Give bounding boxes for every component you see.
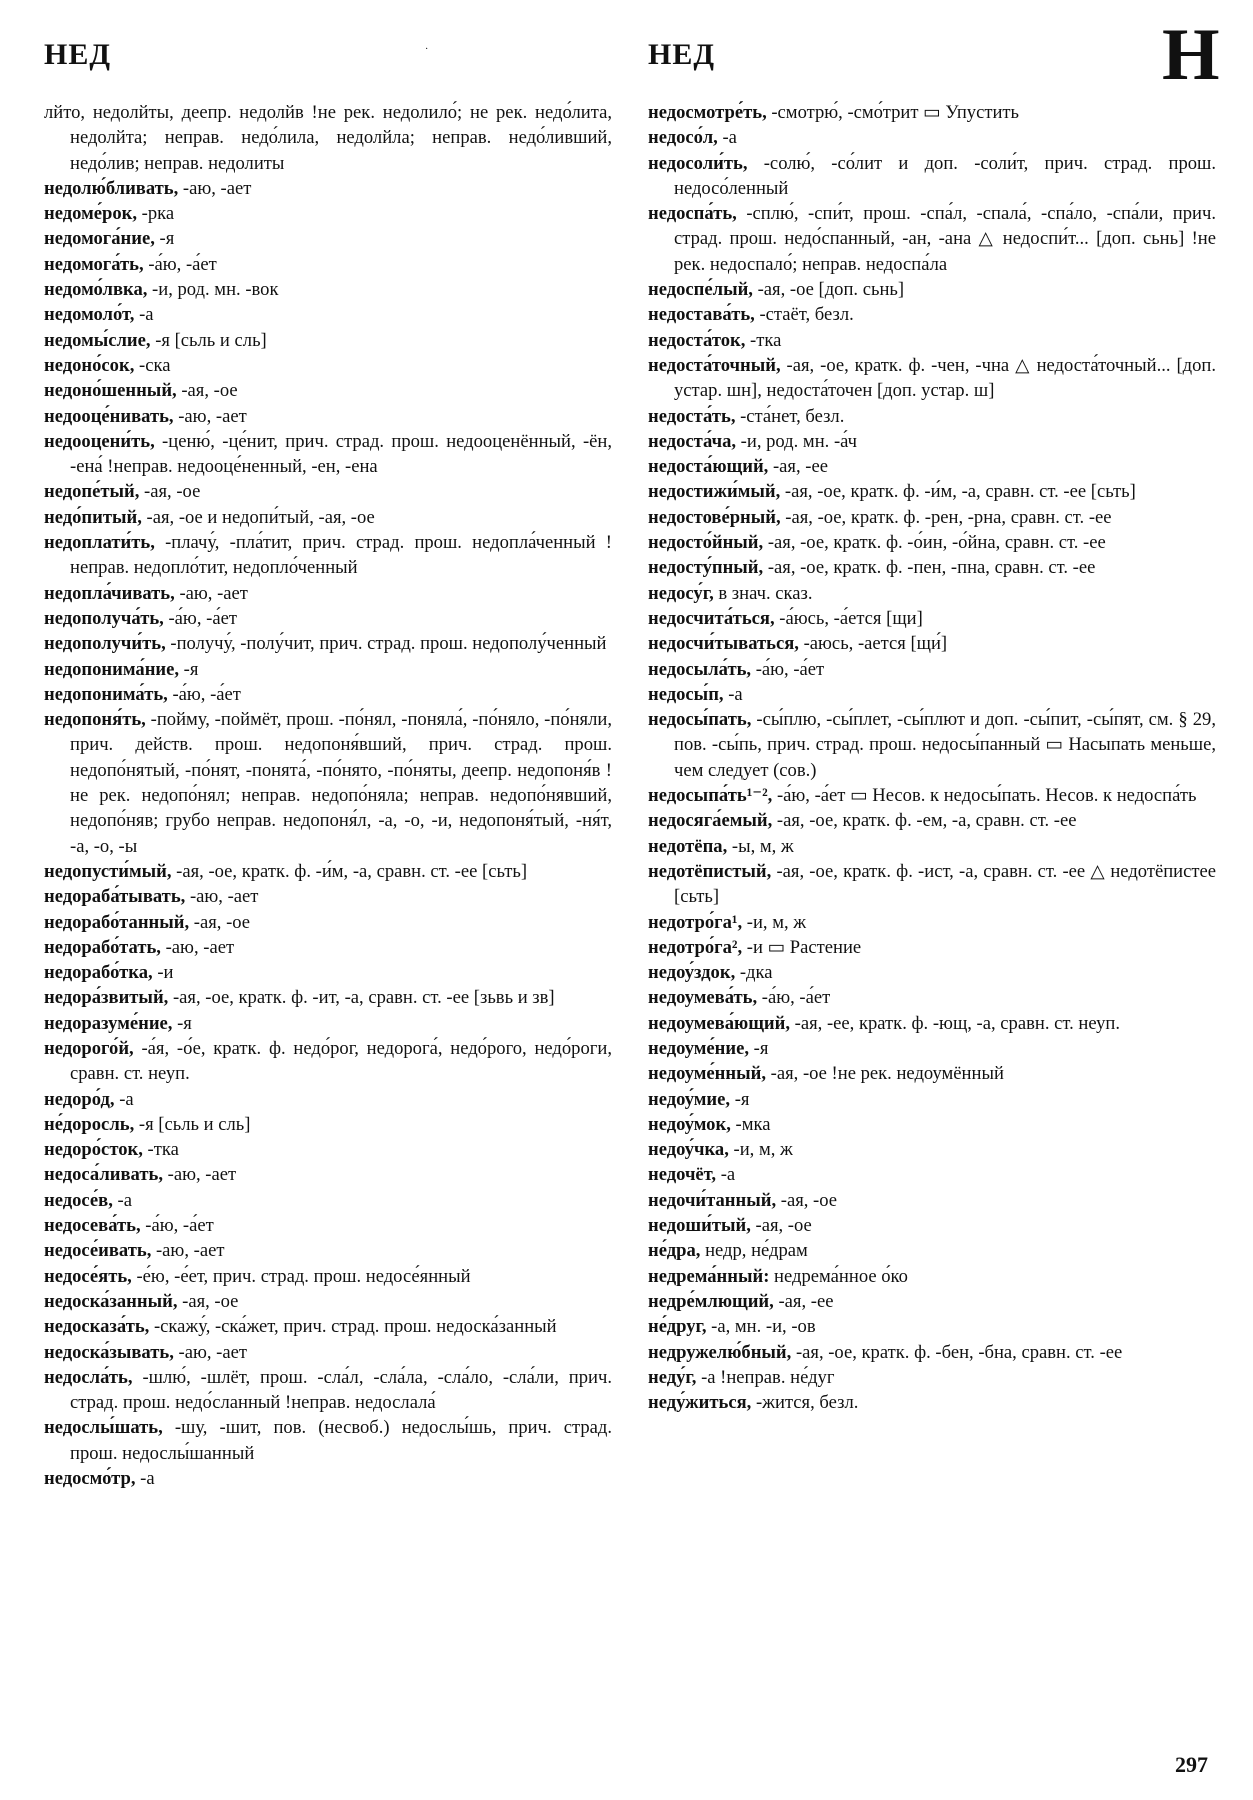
entry-forms: -а [135,1468,155,1490]
dictionary-entry [648,1061,1216,1086]
dictionary-entry [44,201,612,226]
entry-forms: -ая, -ое, кратк. ф. -чен, -чна △ недоста́точный... [доп. устар. шн], недоста́точен [доп. устар. ш] [674,354,1216,402]
dictionary-entry [648,581,1216,606]
entry-forms: -а́ю, -а́ет [751,658,825,680]
entry-headword: недосы́п, [648,683,724,705]
dictionary-entry [648,859,1216,910]
dictionary-entry [44,1011,612,1036]
dictionary-entry [44,1036,612,1087]
entry-headword: недосо́л, [648,127,718,149]
entry-forms: -а [717,127,737,149]
entry-headword: недопе́тый, [44,481,140,503]
entry-headword: недотёпистый, [648,860,772,882]
entry-headword: неду́житься, [648,1392,752,1414]
entry-headword: недоро́д, [44,1088,115,1110]
entry-forms: -а́я, -о́е, кратк. ф. недо́рог, недорога́, недо́рого, недо́роги, сравн. ст. неуп. [70,1037,612,1085]
entry-headword: недочи́танный, [648,1189,777,1211]
right-column [648,100,1216,1415]
entry-headword: недо́питый, [44,506,142,528]
dictionary-entry [648,1112,1216,1137]
entry-forms: -ценю́, -це́нит, прич. страд. прош. недооценённый, -ён, -ена́ !неправ. недооце́ненный, -ен, -ена [70,430,612,478]
entry-headword: недорого́й, [44,1037,134,1059]
dictionary-entry [44,581,612,606]
entry-forms: -а [716,1164,736,1186]
entry-forms: -ая, -ое, кратк. ф. -ист, -а, сравн. ст. -ее △ недотёпистее [сьть] [674,860,1216,908]
entry-forms: -ая, -ое, кратк. ф. -и́м, -а, сравн. ст. -ее [сьть] [171,860,528,882]
dictionary-entry [44,1238,612,1263]
entry-headword: недоуме́нный, [648,1063,766,1085]
entry-headword: недостава́ть, [648,304,755,326]
entry-headword: недопусти́мый, [44,860,172,882]
entry-forms: -ая, -ое !не рек. недоумённый [766,1063,1004,1085]
running-head-right: НЕД [648,38,715,71]
entry-forms: -ста́нет, безл. [735,405,845,427]
entry-forms: лйто, недолйты, деепр. недолйв !не рек. недолило́; не рек. недо́лита, недолйта; неправ. недо́лила, недолйла; неправ. недо́ливший, недо́лив; неправ. недолиты [44,102,612,174]
entry-headword: недолю́бливать, [44,177,179,199]
entry-forms: -я [179,658,199,680]
dictionary-entry [44,429,612,480]
entry-headword: недосказа́ть, [44,1316,150,1338]
dictionary-entry [648,783,1216,808]
entry-forms: -а [114,1088,134,1110]
dictionary-entry [44,1112,612,1137]
dictionary-entry [648,1188,1216,1213]
entry-forms: -я [154,228,175,250]
entry-headword: недрема́нный: [648,1265,770,1287]
entry-headword: недоно́шенный, [44,380,177,402]
entry-forms: -ая, -ое и недопи́тый, -ая, -ое [141,506,375,528]
entry-headword: недооце́нивать, [44,405,174,427]
dictionary-entry [648,910,1216,935]
entry-forms: -и, род. мн. -а́ч [736,430,857,452]
entry-headword: недоме́рок, [44,203,137,225]
dictionary-entry [44,479,612,504]
dictionary-entry [648,479,1216,504]
entry-headword: недоспа́ть, [648,203,737,225]
entry-forms: -ая, -ое [139,481,201,503]
dictionary-entry [648,151,1216,202]
entry-forms: -ая, -ое, кратк. ф. -бен, -бна, сравн. ст. -ее [791,1341,1123,1363]
entry-headword: недораба́тывать, [44,886,186,908]
dictionary-entry [44,960,612,985]
entry-headword: недоу́мие, [648,1088,731,1110]
entry-headword: недосева́ть, [44,1215,141,1237]
entry-headword: недомоло́т, [44,304,135,326]
entry-forms: -ая, -ое [189,911,251,933]
entry-forms: -ая, -ее [773,1290,834,1312]
dictionary-entry [44,935,612,960]
left-column [44,100,612,1491]
dictionary-entry [44,1188,612,1213]
dictionary-entry [648,1162,1216,1187]
entry-forms: -солю́, -со́лит и доп. -соли́т, прич. страд. прош. недосо́ленный [674,152,1216,199]
entry-headword: недора́звитый, [44,987,169,1009]
entry-forms: -а́ю, -а́ет [167,683,241,705]
dictionary-entry [648,1011,1216,1036]
dictionary-entry [44,1289,612,1314]
dictionary-entry [44,302,612,327]
entry-headword: недополучи́ть, [44,633,166,655]
dictionary-entry [44,1340,612,1365]
entry-headword: недосоли́ть, [648,152,748,174]
entry-headword: недомо́лвка, [44,279,148,301]
entry-headword: недре́млющий, [648,1290,774,1312]
dictionary-entry [44,505,612,530]
entry-headword: недомы́слие, [44,329,151,351]
dictionary-entry [44,277,612,302]
dictionary-entry [44,404,612,429]
entry-forms: -ая, -ое, кратк. ф. -пен, -пна, сравн. ст. -ее [763,557,1096,579]
entry-forms: -аю, -ает [173,405,247,427]
dictionary-entry [44,1365,612,1416]
dictionary-entry [44,657,612,682]
entry-headword: недоно́сок, [44,354,135,376]
entry-forms: -а́ю, -а́ет [140,1215,214,1237]
entry-headword: недостове́рный, [648,506,781,528]
entry-headword: недоуме́ние, [648,1037,750,1059]
entry-headword: недопла́чивать, [44,582,175,604]
entry-headword: недосла́ть, [44,1366,133,1388]
dictionary-entry [648,1238,1216,1263]
dictionary-entry [44,910,612,935]
entry-forms: -и, м, ж [728,1139,793,1161]
entry-forms: -получу́, -полу́чит, прич. страд. прош. недополу́ченный [165,633,607,655]
entry-headword: недоро́сток, [44,1139,143,1161]
entry-forms: -а́ю, -а́ет [757,987,831,1009]
entry-headword: недоста́ющий, [648,456,769,478]
entry-headword: недоумева́ющий, [648,1012,791,1034]
entry-headword: недосчита́ться, [648,607,775,629]
dictionary-entry [44,1314,612,1339]
dictionary-entry [648,1340,1216,1365]
entry-forms: -я [сьль и сль] [134,1113,251,1135]
dictionary-entry [44,530,612,581]
entry-headword: недоса́ливать, [44,1164,163,1186]
entry-forms: -сы́плю, -сы́плет, -сы́плют и доп. -сы́пит, -сы́пят, см. § 29, пов. -сы́пь, прич. страд. прош. недосы́панный ▭ Насыпать меньше, чем следует (сов.) [674,709,1216,781]
dictionary-entry [648,1365,1216,1390]
dictionary-entry [648,100,1216,125]
entry-headword: недополуча́ть, [44,607,164,629]
entry-headword: недопонима́ние, [44,658,180,680]
entry-headword: недооцени́ть, [44,430,155,452]
entry-forms: -е́ю, -е́ет, прич. страд. прош. недосе́янный [131,1265,471,1287]
entry-forms: -и [152,962,174,984]
entry-headword: недорабо́танный, [44,911,190,933]
dictionary-entry [44,1466,612,1491]
dictionary-entry [648,1213,1216,1238]
dictionary-entry [44,985,612,1010]
dictionary-entry [44,353,612,378]
entry-headword: недоста́ть, [648,405,736,427]
entry-headword: недоста́ча, [648,430,737,452]
entry-forms: -аю, -ает [160,936,235,958]
entry-headword: недоумева́ть, [648,987,758,1009]
entry-forms: -а́ю, -а́ет ▭ Несов. к недосы́пать. Несов. к недоспа́ть [772,785,1197,807]
dictionary-entry [648,555,1216,580]
entry-forms: -а [723,683,743,705]
entry-headword: недоплати́ть, [44,532,155,554]
entry-headword: недопоня́ть, [44,709,146,731]
dictionary-entry [44,859,612,884]
center-mark: · [425,44,429,55]
entry-headword: недосыпа́ть¹⁻², [648,785,773,807]
entry-headword: недосмо́тр, [44,1468,136,1490]
entry-forms: -мка [730,1113,771,1135]
entry-headword: недомога́ние, [44,228,155,250]
dictionary-entry [648,302,1216,327]
entry-headword: недосяга́емый, [648,810,773,832]
dictionary-entry [648,1036,1216,1061]
entry-forms: -ая, -ое [177,1290,239,1312]
dictionary-entry [44,884,612,909]
entry-headword: недослы́шать, [44,1417,163,1439]
section-letter: Н [1162,14,1220,96]
dictionary-entry [648,1264,1216,1289]
entry-headword: недосмотре́ть, [648,102,767,123]
dictionary-entry [44,378,612,403]
entry-forms: -аю, -ает [178,177,252,199]
entry-forms: -и, м, ж [742,911,807,933]
entry-headword: недосчи́тываться, [648,633,799,655]
dictionary-entry [648,201,1216,277]
dictionary-entry [648,505,1216,530]
dictionary-entry [648,1289,1216,1314]
entry-headword: недоразуме́ние, [44,1012,173,1034]
dictionary-entry [44,176,612,201]
entry-forms: -а !неправ. не́дуг [696,1366,835,1388]
entry-forms: недрема́нное о́ко [769,1265,908,1287]
entry-forms: -ая, -ое [750,1215,812,1237]
entry-headword: недопонима́ть, [44,683,168,705]
entry-forms: -ая, -ое [176,380,238,402]
entry-forms: -ая, -ее, кратк. ф. -ющ, -а, сравн. ст. неуп. [790,1012,1121,1034]
entry-forms: -рка [137,203,175,225]
dictionary-entry [648,985,1216,1010]
dictionary-entry [44,1087,612,1112]
entry-forms: -а, мн. -и, -ов [706,1316,816,1338]
entry-forms: -стаёт, безл. [754,304,854,326]
entry-forms: -ая, -ое [доп. сьнь] [752,279,905,301]
dictionary-entry [648,530,1216,555]
entry-headword: недочёт, [648,1164,717,1186]
entry-headword: не́друг, [648,1316,707,1338]
entry-headword: недотёпа, [648,835,728,857]
dictionary-entry [44,226,612,251]
entry-forms: -а́юсь, -а́ется [щи] [774,607,923,629]
entry-forms: -ска [134,354,171,376]
entry-headword: недоу́здок, [648,962,736,984]
entry-forms: -ая, -ое, кратк. ф. -о́ин, -о́йна, сравн. ст. -ее [763,532,1106,554]
dictionary-entry [648,277,1216,302]
dictionary-entry [648,328,1216,353]
running-head-left: НЕД [44,38,111,71]
dictionary-entry [648,606,1216,631]
page-number: 297 [1175,1752,1208,1777]
entry-headword: недосу́г, [648,582,714,604]
dictionary-entry [44,1137,612,1162]
entry-headword: недосы́пать, [648,709,752,731]
entry-headword: недоспе́лый, [648,279,753,301]
entry-forms: -тка [142,1139,179,1161]
entry-forms: -а [134,304,154,326]
entry-headword: недоска́зывать, [44,1341,174,1363]
entry-headword: недоу́чка, [648,1139,729,1161]
entry-forms: -а́ю, -а́ет [143,253,217,275]
entry-headword: недотро́га², [648,936,743,958]
entry-forms: -смотрю́, -смо́трит ▭ Упустить [766,102,1020,123]
dictionary-entry [648,353,1216,404]
entry-headword: не́доросль, [44,1113,135,1135]
entry-forms: -а́ю, -а́ет [163,607,237,629]
dictionary-entry [648,1087,1216,1112]
entry-forms: -ая, -ое, кратк. ф. -ем, -а, сравн. ст. -ее [772,810,1077,832]
dictionary-entry [648,682,1216,707]
entry-forms: -ая, -ее [768,456,828,478]
dictionary-entry [648,657,1216,682]
entry-forms: -ая, -ое, кратк. ф. -ит, -а, сравн. ст. -ее [зьвь и зв] [168,987,555,1009]
dictionary-entry [44,631,612,656]
entry-headword: недорабо́тка, [44,962,153,984]
dictionary-entry [648,707,1216,783]
entry-forms: -скажу́, -ска́жет, прич. страд. прош. недоска́занный [149,1316,557,1338]
entry-headword: не́дра, [648,1240,701,1262]
dictionary-entry [648,1137,1216,1162]
dictionary-entry [44,707,612,859]
dictionary-entry [648,808,1216,833]
entry-headword: недоска́занный, [44,1290,178,1312]
entry-forms: -я [172,1012,192,1034]
entry-headword: недружелю́бный, [648,1341,792,1363]
entry-headword: недотро́га¹, [648,911,743,933]
dictionary-entry [44,1162,612,1187]
entry-headword: недосто́йный, [648,532,764,554]
entry-forms: -дка [735,962,773,984]
entry-forms: -а [112,1189,132,1211]
dictionary-entry [648,935,1216,960]
entry-headword: недосыла́ть, [648,658,752,680]
entry-forms: -плачу́, -пла́тит, прич. страд. прош. недопла́ченный !неправ. недопло́тит, недопло́ченный [70,532,612,579]
dictionary-entry [648,429,1216,454]
entry-headword: недоста́ток, [648,329,746,351]
entry-forms: -ая, -ое, кратк. ф. -и́м, -а, сравн. ст. -ее [сьть] [780,481,1136,503]
dictionary-entry [44,1415,612,1466]
dictionary-entry [648,125,1216,150]
dictionary-entry [44,252,612,277]
dictionary-entry [44,1264,612,1289]
entry-forms: -пойму, -поймёт, прош. -по́нял, -поняла́, -по́няло, -по́няли, прич. действ. прош. недопоня́вший, прич. страд. прош. недопо́нятый, -по́нят, -понята́, -по́нято, -по́няты, деепр. недопоня́в !не рек. недопо́нял; неправ. недопо́няла; неправ. недопо́нявший, недопо́няв; грубо неправ. недопоня́л, -а, -о, -и, недопоня́тый, -ня́т, -а, -о, -ы [70,709,612,857]
entry-forms: -аю, -ает [162,1164,237,1186]
entry-forms: -аю, -ает [185,886,259,908]
entry-forms: -жится, безл. [751,1392,859,1414]
entry-forms: -я [730,1088,750,1110]
entry-forms: -и, род. мн. -вок [147,279,279,301]
entry-headword: недомога́ть, [44,253,144,275]
entry-forms: -ы, м, ж [727,835,794,857]
entry-headword: недосту́пный, [648,557,764,579]
entry-headword: недосе́ивать, [44,1240,152,1262]
entry-headword: недосе́ять, [44,1265,132,1287]
entry-forms: -шу, -шит, пов. (несвоб.) недослы́шь, прич. страд. прош. недослы́шанный [70,1417,612,1464]
entry-forms: недр, не́драм [700,1240,808,1262]
dictionary-entry [648,1314,1216,1339]
entry-headword: недорабо́тать, [44,936,161,958]
entry-forms: -аю, -ает [174,582,248,604]
entry-forms: в знач. сказ. [713,582,813,604]
entry-forms: -шлю́, -шлёт, прош. -сла́л, -сла́ла, -сла́ло, -сла́ли, прич. страд. прош. недо́сланный !неправ. недослала́ [70,1366,612,1414]
entry-headword: недостижи́мый, [648,481,781,503]
entry-forms: -аюсь, -ается [щи́] [798,633,948,655]
entry-headword: недоши́тый, [648,1215,751,1237]
entry-forms: -я [749,1037,769,1059]
dictionary-entry [44,328,612,353]
entry-forms: -аю, -ает [173,1341,247,1363]
entry-headword: недоста́точный, [648,354,781,376]
dictionary-entry [648,454,1216,479]
dictionary-entry [44,606,612,631]
entry-headword: неду́г, [648,1366,697,1388]
dictionary-entry [648,404,1216,429]
dictionary-entry [648,1390,1216,1415]
entry-forms: -ая, -ое, кратк. ф. -рен, -рна, сравн. ст. -ее [780,506,1112,528]
entry-forms: -сплю́, -спи́т, прош. -спа́л, -спала́, -спа́ло, -спа́ли, прич. страд. прош. недо́спанный, -ан, -ана △ недоспи́т... [доп. сьнь] !не рек. недоспало́; неправ. недоспа́ла [674,203,1216,275]
dictionary-entry [44,682,612,707]
entry-headword: недосе́в, [44,1189,113,1211]
entry-forms: -и ▭ Растение [742,936,862,958]
dictionary-entry [648,960,1216,985]
entry-forms: -ая, -ое [776,1189,838,1211]
dictionary-entry [648,834,1216,859]
dictionary-entry [44,1213,612,1238]
dictionary-entry [44,100,612,176]
entry-headword: недоу́мок, [648,1113,731,1135]
entry-forms: -аю, -ает [151,1240,225,1262]
entry-forms: -я [сьль и сль] [150,329,267,351]
entry-forms: -тка [745,329,782,351]
dictionary-entry [648,631,1216,656]
